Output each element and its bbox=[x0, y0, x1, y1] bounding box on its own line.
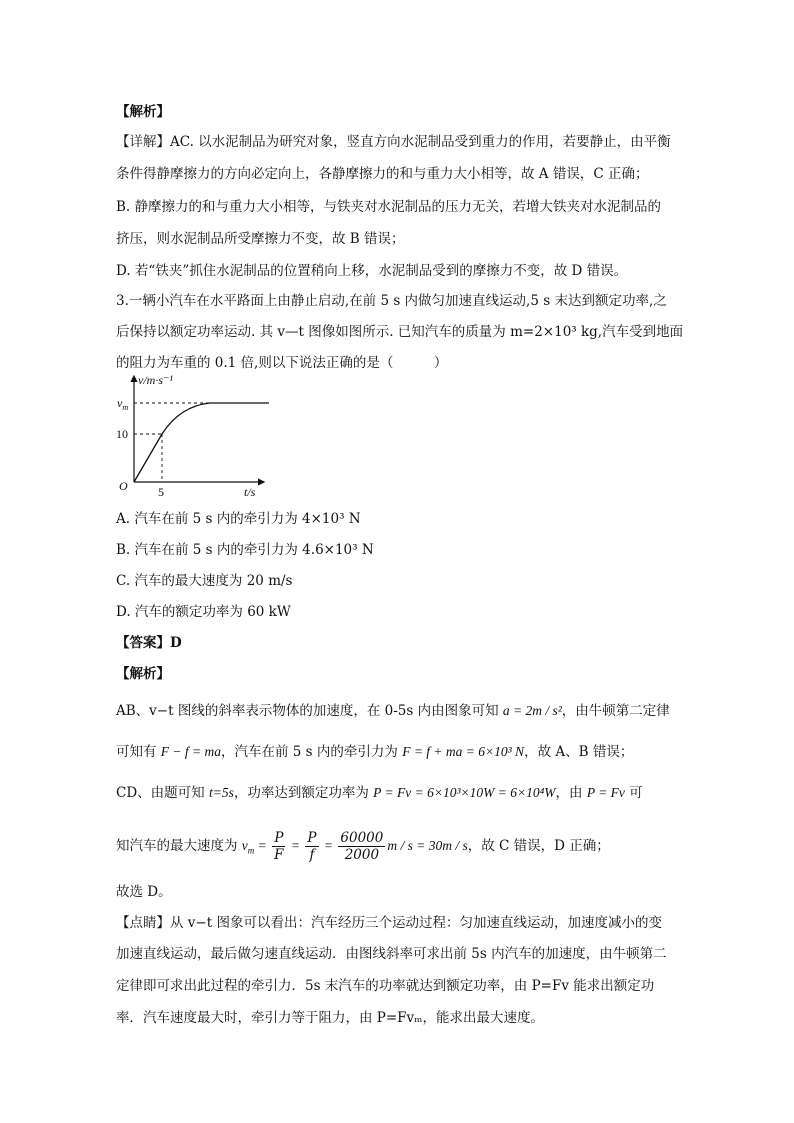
vt-curve bbox=[134, 403, 269, 482]
cd2-text-1: 知汽车的最大速度为 bbox=[116, 838, 242, 854]
dianjing-line-3: 定律即可求出此过程的牵引力．5s 末汽车的功率就达到额定功率，由 P=Fv 能求出额定功 bbox=[116, 978, 655, 994]
analysis-ab-line-1 bbox=[116, 702, 670, 720]
power-formula: P = Fv = 6×10³×10W = 6×10⁴W bbox=[373, 785, 556, 800]
equals-sign: = bbox=[254, 838, 271, 853]
conclusion: 故选 D。 bbox=[116, 884, 172, 900]
cd-text-1: CD、由题可知 bbox=[116, 785, 209, 801]
option-b-analysis-2: 挤压，则水泥制品所受摩擦力不变，故 B 错误； bbox=[116, 231, 405, 247]
cd-text-3: ，由 bbox=[555, 785, 587, 801]
option-b-analysis-1: B. 静摩擦力的和与重力大小相等，与铁夹对水泥制品的压力无关，若增大铁夹对水泥制品的 bbox=[116, 199, 662, 215]
answer: 【答案】D bbox=[116, 635, 182, 651]
vm-label: $v_m$ bbox=[117, 396, 129, 412]
cd-text-4: 可 bbox=[624, 785, 643, 801]
x-axis-label: t/s bbox=[244, 485, 256, 496]
cd-text-2: ，功率达到额定功率为 bbox=[233, 785, 374, 801]
detail-line-2: 条件得静摩擦力的方向必定向上，各静摩擦力的和与重力大小相等，故 A 错误，C 正确； bbox=[116, 166, 649, 182]
y-tick-10: 10 bbox=[116, 427, 128, 441]
cd2-text-2: ，故 C 错误，D 正确； bbox=[467, 838, 610, 854]
question-stem-2: 后保持以额定功率运动. 其 v—t 图像如图所示. 已知汽车的质量为 m=2×10³ kg,汽车受到地面 bbox=[116, 324, 684, 340]
x-tick-5: 5 bbox=[158, 485, 164, 496]
option-d: D. 汽车的额定功率为 60 kW bbox=[116, 604, 291, 620]
ab2-text-2: ，汽车在前 5 s 内的牵引力为 bbox=[221, 744, 403, 760]
origin-label: O bbox=[119, 479, 128, 493]
analysis-cd-line-1 bbox=[116, 784, 643, 802]
ab2-text-1: 可知有 bbox=[116, 744, 161, 760]
equals-sign-2: = bbox=[287, 838, 304, 853]
y-axis-label: v/m·s⁻¹ bbox=[138, 373, 173, 387]
p-fv-formula: P = Fv bbox=[586, 785, 625, 800]
traction-formula: F = f + ma = 6×10³ N bbox=[402, 744, 525, 759]
detail-line-1: 【详解】AC. 以水泥制品为研究对象，竖直方向水泥制品受到重力的作用，若要静止，由平衡 bbox=[116, 134, 671, 150]
ab-text-1: v−t 图线的斜率表示物体的加速度，在 0-5s 内由图象可知 bbox=[149, 703, 503, 719]
dianjing-line-4: 率．汽车速度最大时，牵引力等于阻力，由 P=Fvₘ，能求出最大速度。 bbox=[116, 1010, 544, 1026]
analysis-ab-line-2 bbox=[116, 743, 633, 761]
max-speed-result: m / s = 30m / s bbox=[387, 838, 468, 853]
dianjing-line-2: 加速直线运动，最后做匀速直线运动．由图线斜率可求出前 5s 内汽车的加速度，由牛顿第二 bbox=[116, 946, 667, 962]
option-b: B. 汽车在前 5 s 内的牵引力为 4.6×10³ N bbox=[116, 542, 374, 558]
question-stem-3: 的阻力为车重的 0.1 倍,则以下说法正确的是（ ） bbox=[116, 355, 448, 371]
ab-text-2: ，由牛顿第二定律 bbox=[561, 703, 670, 719]
analysis-cd-line-2 bbox=[116, 828, 610, 869]
acceleration-formula: a = 2m / s² bbox=[502, 703, 562, 718]
fraction-p-over-F: $\frac{P}{F}$ bbox=[274, 830, 284, 863]
vm-symbol: $v_m$ bbox=[241, 838, 255, 856]
newton-formula: F − f = ma bbox=[160, 744, 222, 759]
option-d-analysis: D. 若“铁夹”抓住水泥制品的位置稍向上移，水泥制品受到的摩擦力不变，故 D 错误。 bbox=[116, 263, 628, 279]
ab2-text-3: ，故 A、B 错误； bbox=[524, 744, 634, 760]
fraction-p-over-f: $\frac{P}{f}$ bbox=[307, 830, 317, 863]
question-stem-1: 3.一辆小汽车在水平路面上由静止启动,在前 5 s 内做匀加速直线运动,5 s 末达到额定功率,之 bbox=[116, 293, 667, 309]
option-c: C. 汽车的最大速度为 20 m/s bbox=[116, 573, 293, 589]
ab-prefix: AB、 bbox=[116, 703, 150, 719]
velocity-time-graph bbox=[114, 372, 274, 496]
equals-sign-3: = bbox=[320, 838, 337, 853]
jiexi-heading: 【解析】 bbox=[116, 104, 170, 120]
dianjing-line-1: 【点睛】从 v−t 图象可以看出：汽车经历三个运动过程：匀加速直线运动，加速度减小的变 bbox=[116, 915, 662, 931]
cd-time: t=5s bbox=[208, 785, 234, 800]
fraction-numeric: $\frac{60000}{2000}$ bbox=[340, 830, 384, 863]
analysis-heading: 【解析】 bbox=[116, 666, 170, 682]
option-a: A. 汽车在前 5 s 内的牵引力为 4×10³ N bbox=[116, 511, 361, 527]
